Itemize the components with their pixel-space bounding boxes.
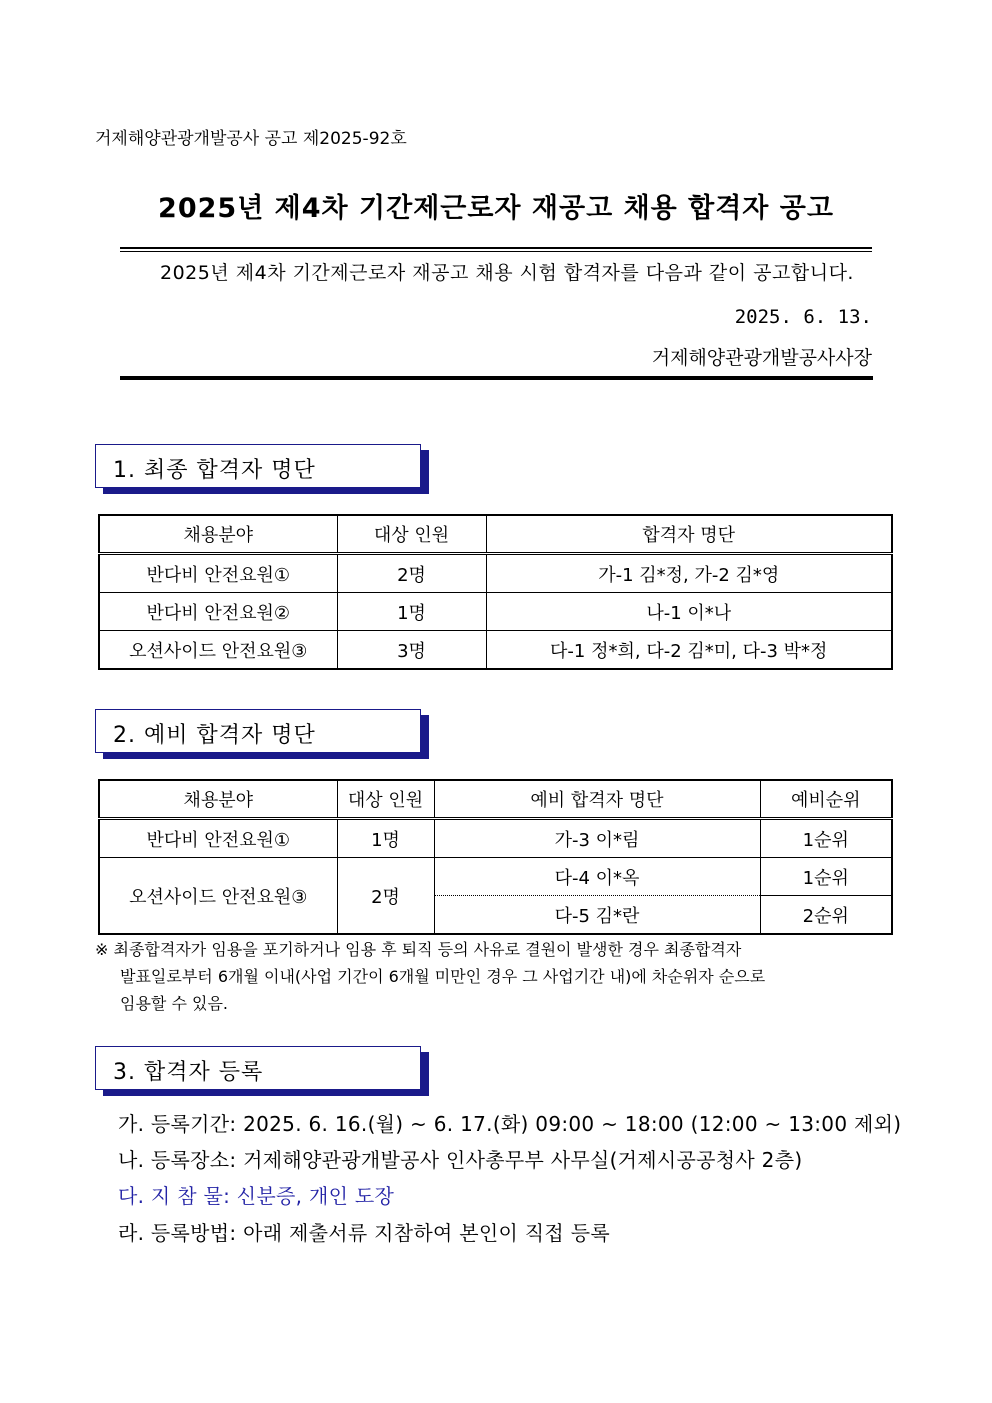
section-heading-label: 3. 합격자 등록 [113,1060,264,1085]
note-line: ※ 최종합격자가 임용을 포기하거나 임용 후 퇴직 등의 사유로 결원이 발생한 경우 최종합격자 [95,940,742,959]
cell-names: 나-1 이*나 [486,593,892,631]
header-field: 채용분야 [99,780,337,819]
cell-names: 가-3 이*림 [434,819,760,858]
cell-count: 2명 [337,554,486,593]
section-heading-reserve [95,709,421,753]
table-header-row [99,515,892,554]
cell-rank: 1순위 [760,819,892,858]
cell-field: 오션사이드 안전요원③ [99,858,337,935]
header-names: 예비 합격자 명단 [434,780,760,819]
divider [120,251,872,252]
registration-method: 라. 등록방법: 아래 제출서류 지참하여 본인이 직접 등록 [118,1221,610,1245]
reserve-note [95,936,885,1017]
page-title: 2025년 제4차 기간제근로자 재공고 채용 합격자 공고 [158,193,834,224]
cell-field: 반다비 안전요원① [99,554,337,593]
note-line: 발표일로부터 6개월 이내(사업 기간이 6개월 미만인 경우 그 사업기간 내)에 차순위자 순으로 [120,967,766,986]
cell-field: 반다비 안전요원① [99,819,337,858]
cell-count: 2명 [337,858,434,935]
section-heading-label: 1. 최종 합격자 명단 [113,458,316,483]
notice-date: 2025. 6. 13. [734,306,872,328]
issuer: 거제해양관광개발공사사장 [651,347,872,369]
cell-count: 1명 [337,593,486,631]
section-heading-registration [95,1046,421,1090]
table-header-row [99,780,892,819]
final-table [98,514,893,670]
table-row [99,593,892,631]
cell-rank: 1순위 [760,858,892,896]
cell-count: 1명 [337,819,434,858]
section-heading-label: 2. 예비 합격자 명단 [113,723,316,748]
registration-period: 가. 등록기간: 2025. 6. 16.(월) ~ 6. 17.(화) 09:00 ~ 18:00 (12:00 ~ 13:00 제외) [118,1112,902,1136]
intro-text: 2025년 제4차 기간제근로자 재공고 채용 시험 합격자를 다음과 같이 공고합니다. [160,262,854,284]
cell-count: 3명 [337,631,486,670]
table-row [99,819,892,858]
table-row [99,858,892,896]
divider [120,376,873,380]
cell-names: 다-5 김*란 [434,896,760,935]
cell-names: 다-4 이*옥 [434,858,760,896]
cell-field: 반다비 안전요원② [99,593,337,631]
notice-number: 거제해양관광개발공사 공고 제2025-92호 [95,129,407,149]
table-row [99,631,892,670]
header-field: 채용분야 [99,515,337,554]
reserve-table [98,779,893,935]
header-rank: 예비순위 [760,780,892,819]
divider [120,247,872,249]
header-count: 대상 인원 [337,780,434,819]
header-count: 대상 인원 [337,515,486,554]
note-line: 임용할 수 있음. [120,994,228,1013]
section-heading-final [95,444,421,488]
table-row [99,554,892,593]
header-names: 합격자 명단 [486,515,892,554]
cell-field: 오션사이드 안전요원③ [99,631,337,670]
registration-place: 나. 등록장소: 거제해양관광개발공사 인사총무부 사무실(거제시공공청사 2층) [118,1148,803,1172]
cell-rank: 2순위 [760,896,892,935]
cell-names: 가-1 김*정, 가-2 김*영 [486,554,892,593]
registration-items: 다. 지 참 물: 신분증, 개인 도장 [118,1184,395,1208]
cell-names: 다-1 정*희, 다-2 김*미, 다-3 박*정 [486,631,892,670]
